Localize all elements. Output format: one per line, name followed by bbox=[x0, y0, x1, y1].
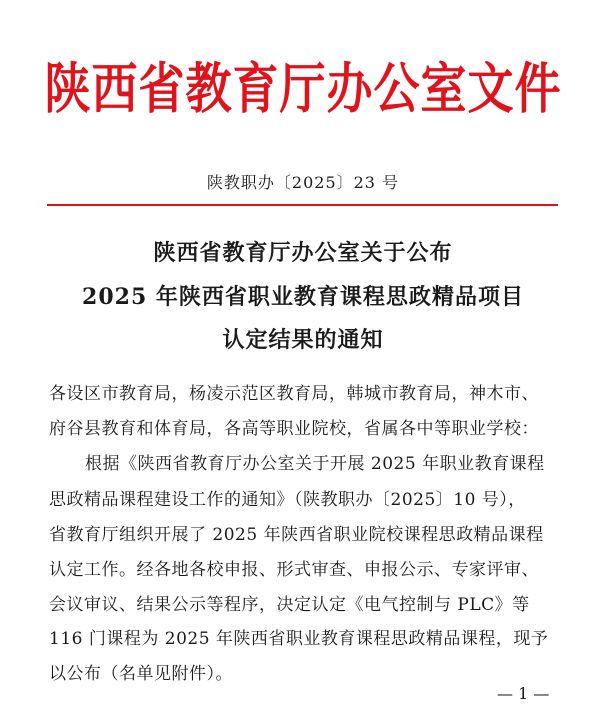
body-paragraph-line: 思政精品课程建设工作的通知》（陕教职办〔2025〕10 号）， bbox=[49, 490, 526, 510]
notice-title-line-3: 认定结果的通知 bbox=[222, 327, 384, 353]
red-divider bbox=[47, 204, 558, 206]
document-number: 陕教职办〔2025〕23 号 bbox=[206, 173, 400, 192]
addressee-line-1: 各设区市教育局，杨凌示范区教育局，韩城市教育局，神木市、 bbox=[49, 384, 539, 404]
addressee-line-2: 府谷县教育和体育局，各高等职业院校，省属各中等职业学校： bbox=[49, 419, 539, 439]
notice-title-line-1: 陕西省教育厅办公室关于公布 bbox=[153, 240, 453, 266]
document-header-title: 陕西省教育厅办公室文件 bbox=[44, 56, 562, 121]
body-paragraph-line: 116 门课程为 2025 年陕西省职业教育课程思政精品课程，现予 bbox=[49, 629, 549, 649]
body-paragraph-line: 会议审议、结果公示等程序，决定认定《电气控制与 PLC》等 bbox=[49, 595, 530, 615]
body-paragraph-line: 根据《陕西省教育厅办公室关于开展 2025 年职业教育课程 bbox=[85, 454, 545, 474]
body-paragraph-line: 以公布（名单见附件）。 bbox=[49, 664, 233, 684]
body-paragraph-line: 认定工作。经各地各校申报、形式审查、申报公示、专家评审、 bbox=[49, 560, 539, 580]
notice-title-line-2: 2025 年陕西省职业教育课程思政精品项目 bbox=[82, 284, 524, 310]
page-number: — 1 — bbox=[497, 684, 550, 703]
body-paragraph-line: 省教育厅组织开展了 2025 年陕西省职业院校课程思政精品课程 bbox=[49, 525, 544, 545]
